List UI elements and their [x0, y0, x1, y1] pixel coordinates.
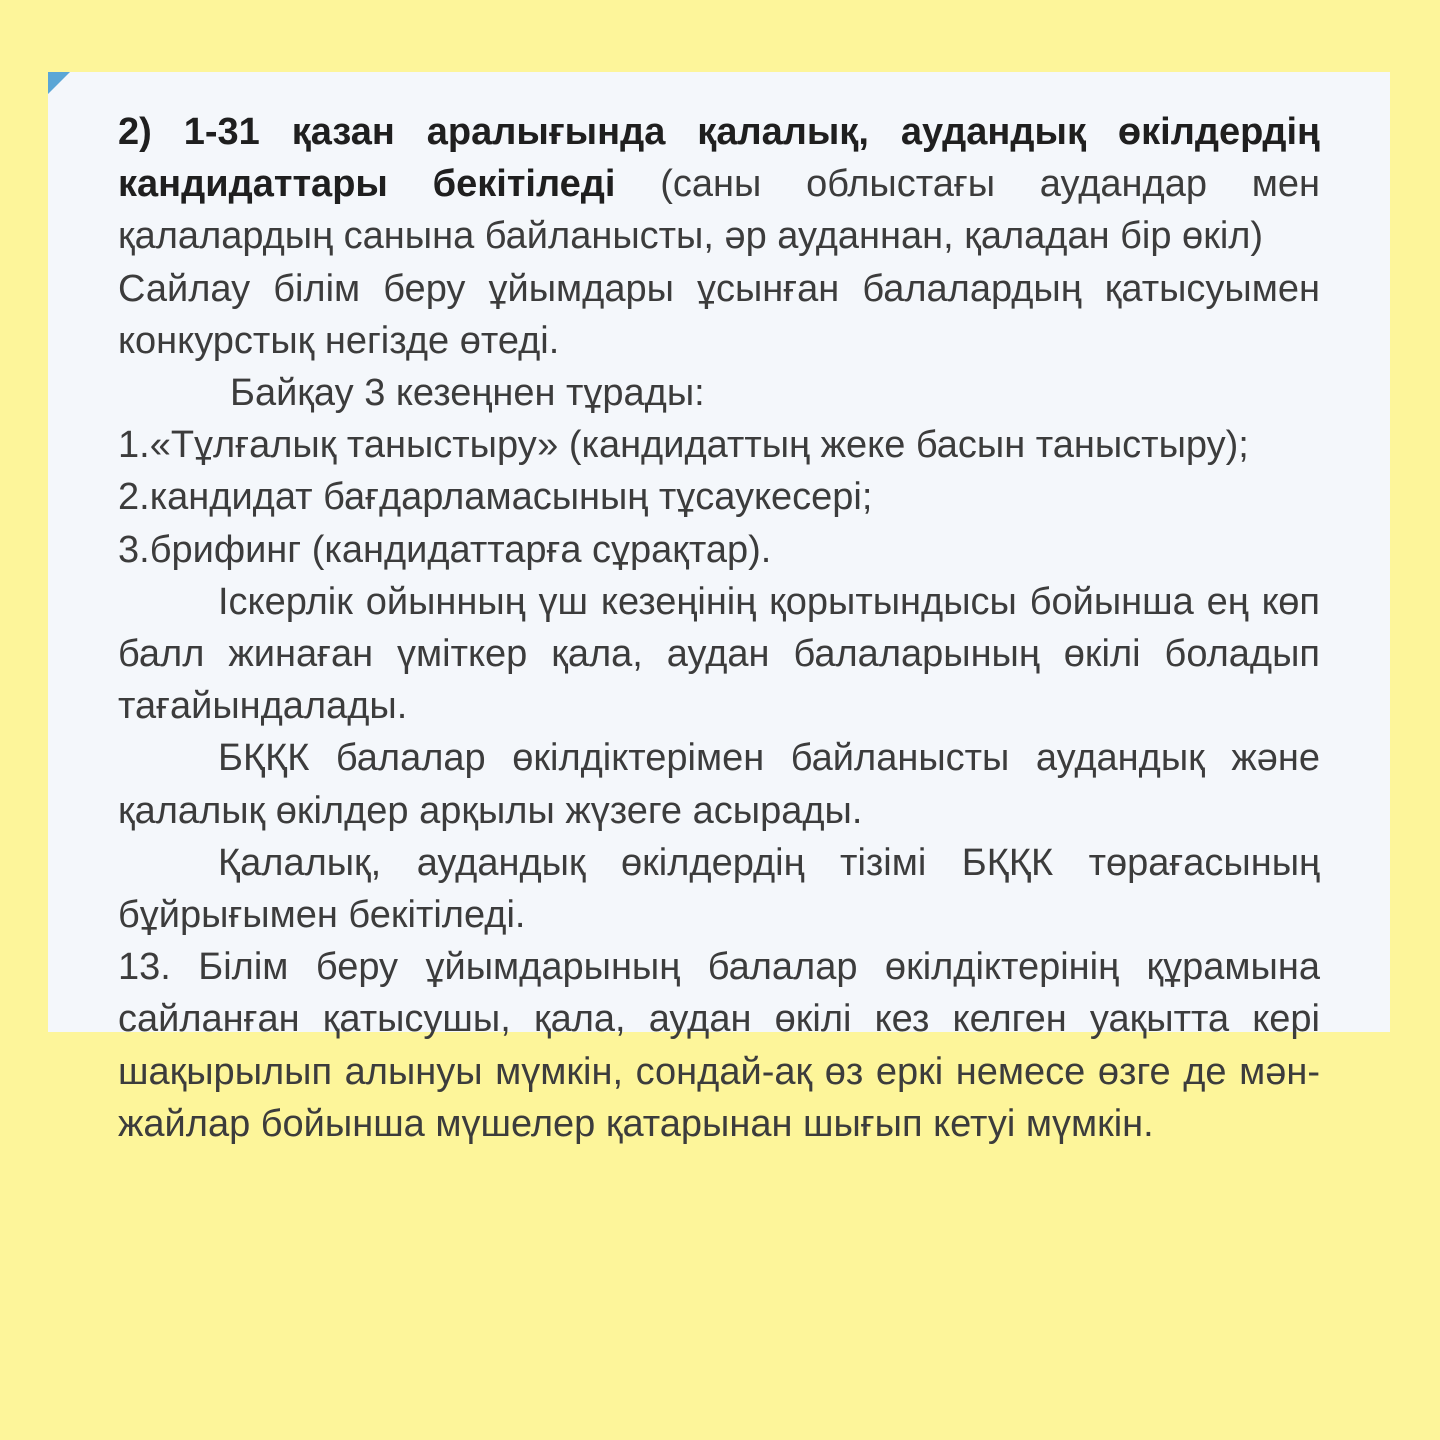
document-body: [118, 106, 1320, 1150]
corner-fold-decoration: [48, 72, 70, 94]
paragraph-stages-intro: Байқау 3 кезеңнен тұрады:: [230, 372, 705, 415]
document-page: [48, 72, 1390, 1145]
paragraph-list-approval: Қалалық, аудандық өкілдердің тізімі БҚҚК төрағасының бұйрығымен бекітіледі.: [118, 841, 1320, 937]
list-item-stage-3: 3.брифинг (кандидаттарға сұрақтар).: [118, 528, 772, 571]
list-item-stage-2: 2.кандидат бағдарламасының тұсаукесері;: [118, 476, 873, 519]
paragraph-election: Сайлау білім беру ұйымдары ұсынған балалардың қатысуымен конкурстық негізде өтеді.: [118, 267, 1320, 362]
paragraph-results: Іскерлік ойынның үш кезеңінің қорытындысы бойынша ең көп балл жинаған үміткер қала, аудан балаларының өкілі боладып тағайындалады.: [118, 580, 1320, 728]
paragraph-approval: [118, 106, 1320, 263]
paragraph-approval-note: (саны облыстағы аудандар мен қалалардың санына байланысты, әр ауданнан, қаладан бір өкіл): [118, 163, 1320, 258]
list-item-stage-1: 1.«Тұлғалық таныстыру» (кандидаттың жеке басын таныстыру);: [118, 424, 1249, 467]
paragraph-communication: БҚҚК балалар өкілдіктерімен байланысты аудандық және қалалық өкілдер арқылы жүзеге асырады.: [118, 737, 1320, 832]
paragraph-approval-bold: 2) 1-31 қазан аралығында қалалық, аудандық өкілдердің кандидаттары бекітіледі: [118, 111, 1320, 206]
paragraph-recall: 13. Білім беру ұйымдарының балалар өкілдіктерінің құрамына сайланған қатысушы, қала, аудан өкілі кез келген уақытта кері шақырылып алынуы мүмкін, сондай-ақ өз еркі немесе өзге де мән-жайлар бойынша мүшелер қатарынан шығып кетуі мүмкін.: [118, 946, 1320, 1145]
